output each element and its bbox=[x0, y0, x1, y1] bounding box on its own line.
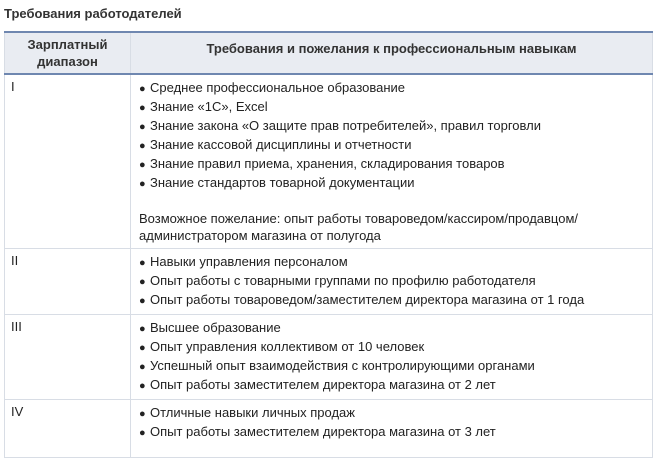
list-item bbox=[139, 376, 644, 395]
list-item-text: Навыки управления персоналом bbox=[150, 254, 348, 269]
requirements-list bbox=[139, 404, 644, 442]
bullet-icon: ● bbox=[139, 276, 146, 288]
bullet-icon: ● bbox=[139, 427, 146, 439]
list-item bbox=[139, 291, 644, 310]
bullet-icon: ● bbox=[139, 342, 146, 354]
column-header-requirements: Требования и пожелания к профессиональным навыкам bbox=[131, 32, 653, 74]
list-item bbox=[139, 136, 644, 155]
requirements-cell bbox=[131, 249, 653, 315]
list-item-text: Знание «1С», Excel bbox=[150, 99, 268, 114]
bullet-icon: ● bbox=[139, 323, 146, 335]
requirements-cell bbox=[131, 74, 653, 249]
list-item-text: Опыт работы заместителем директора магазина от 3 лет bbox=[150, 424, 496, 439]
page-title: Требования работодателей bbox=[4, 6, 182, 21]
requirements-list bbox=[139, 253, 644, 310]
salary-range-cell: III bbox=[5, 315, 131, 400]
list-item-text: Отличные навыки личных продаж bbox=[150, 405, 355, 420]
list-item-text: Знание стандартов товарной документации bbox=[150, 175, 415, 190]
list-item-text: Знание закона «О защите прав потребителей», правил торговли bbox=[150, 118, 541, 133]
list-item bbox=[139, 79, 644, 98]
list-item-text: Опыт управления коллективом от 10 человек bbox=[150, 339, 425, 354]
list-item-text: Опыт работы товароведом/заместителем директора магазина от 1 года bbox=[150, 292, 585, 307]
list-item bbox=[139, 98, 644, 117]
salary-range-cell: IV bbox=[5, 400, 131, 458]
list-item-text: Успешный опыт взаимодействия с контролирующими органами bbox=[150, 358, 535, 373]
list-item bbox=[139, 404, 644, 423]
bullet-icon: ● bbox=[139, 257, 146, 269]
list-item bbox=[139, 272, 644, 291]
bullet-icon: ● bbox=[139, 361, 146, 373]
list-item-text: Высшее образование bbox=[150, 320, 281, 335]
list-item-text: Опыт работы заместителем директора магазина от 2 лет bbox=[150, 377, 496, 392]
list-item bbox=[139, 155, 644, 174]
list-item-text: Знание правил приема, хранения, складирования товаров bbox=[150, 156, 505, 171]
list-item-text: Опыт работы с товарными группами по профилю работодателя bbox=[150, 273, 536, 288]
salary-range-cell: I bbox=[5, 74, 131, 249]
list-item bbox=[139, 357, 644, 376]
table-row bbox=[5, 249, 653, 315]
list-item-text: Среднее профессиональное образование bbox=[150, 80, 406, 95]
requirements-cell bbox=[131, 315, 653, 400]
bullet-icon: ● bbox=[139, 408, 146, 420]
list-item bbox=[139, 253, 644, 272]
list-item bbox=[139, 423, 644, 442]
bullet-icon: ● bbox=[139, 380, 146, 392]
table-row bbox=[5, 74, 653, 249]
bullet-icon: ● bbox=[139, 178, 146, 190]
requirements-list bbox=[139, 319, 644, 395]
bullet-icon: ● bbox=[139, 159, 146, 171]
list-item bbox=[139, 319, 644, 338]
requirements-table bbox=[4, 31, 653, 458]
optional-wish-note: Возможное пожелание: опыт работы товароведом/кассиром/продавцом/администратором магазина от полугода bbox=[139, 211, 578, 243]
bullet-icon: ● bbox=[139, 83, 146, 95]
bullet-icon: ● bbox=[139, 121, 146, 133]
requirements-list bbox=[139, 79, 644, 193]
list-item-text: Знание кассовой дисциплины и отчетности bbox=[150, 137, 412, 152]
bullet-icon: ● bbox=[139, 102, 146, 114]
bullet-icon: ● bbox=[139, 140, 146, 152]
bullet-icon: ● bbox=[139, 295, 146, 307]
column-header-range: Зарплатный диапазон bbox=[5, 32, 131, 74]
list-item bbox=[139, 117, 644, 136]
table-row bbox=[5, 315, 653, 400]
list-item bbox=[139, 338, 644, 357]
table-header-row bbox=[5, 32, 653, 74]
list-item bbox=[139, 174, 644, 193]
salary-range-cell: II bbox=[5, 249, 131, 315]
